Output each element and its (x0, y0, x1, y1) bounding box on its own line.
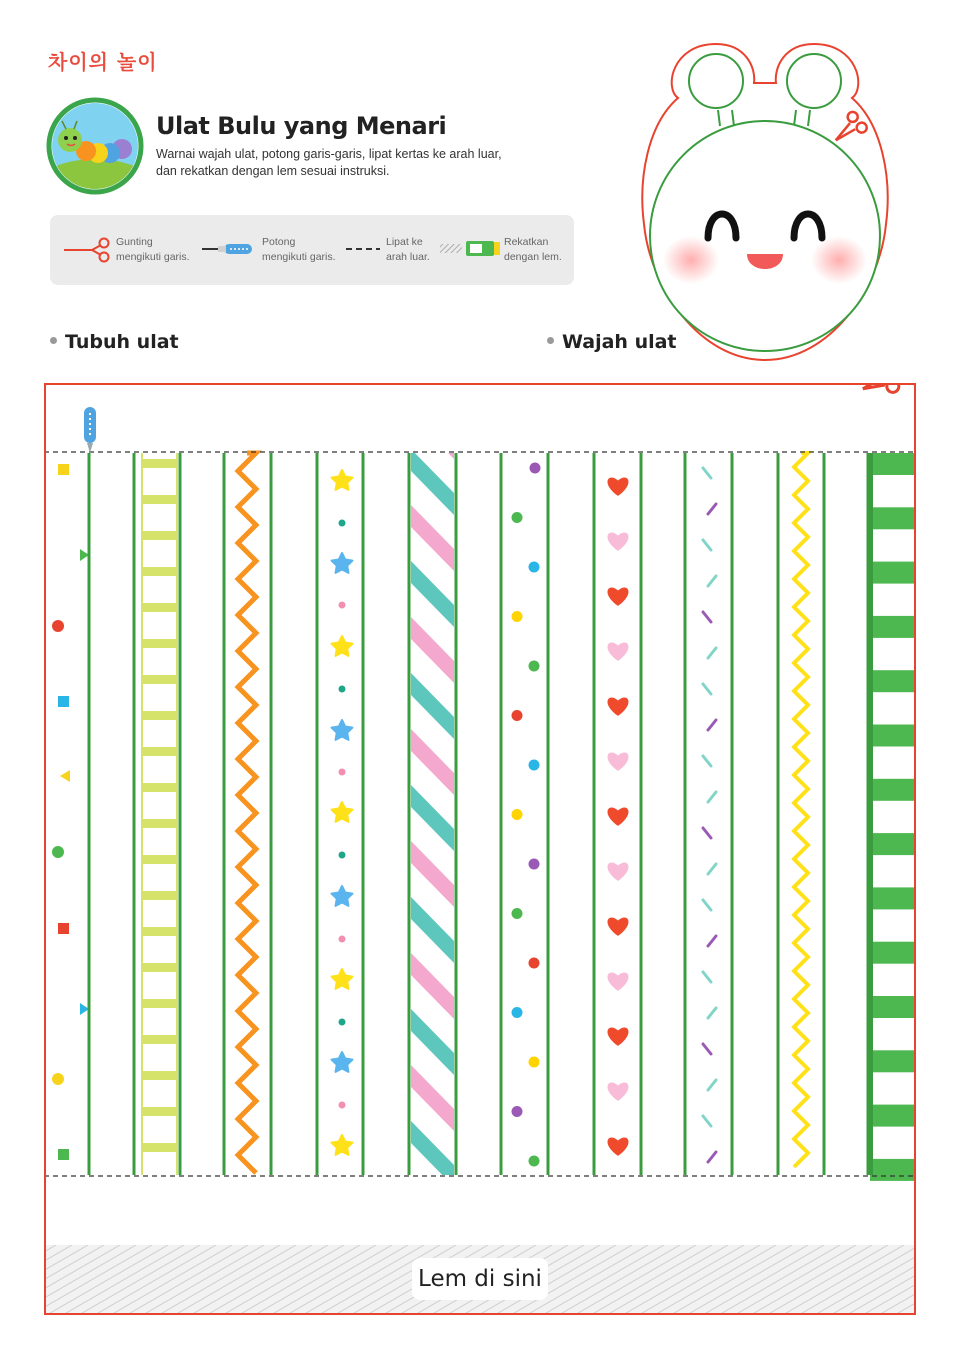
scissors-icon (858, 383, 900, 402)
caterpillar-face-cutout (636, 38, 894, 364)
bullet-icon (50, 337, 57, 344)
green-bar (870, 507, 916, 529)
star-icon (332, 1135, 353, 1155)
dot (512, 1106, 523, 1117)
legend-text: Gunting (116, 236, 153, 248)
dot (529, 562, 540, 573)
dot (529, 859, 540, 870)
shape-square (58, 923, 69, 934)
rung (141, 459, 178, 468)
rung (141, 1143, 178, 1152)
sprinkle (708, 1080, 716, 1090)
sprinkle (708, 936, 716, 946)
rung (141, 1107, 178, 1116)
green-bar (870, 779, 916, 801)
dot (339, 852, 346, 859)
strip-edge (731, 453, 734, 1175)
green-bar (870, 1105, 916, 1127)
rung-rail (141, 453, 143, 1175)
rung (141, 603, 178, 612)
dot (529, 958, 540, 969)
heart-icon (607, 1027, 628, 1045)
diagonal-stripe (411, 897, 454, 963)
star-icon (332, 553, 353, 573)
strip-edge (223, 453, 226, 1175)
shape-dot (52, 1073, 64, 1085)
strip-edge (684, 453, 687, 1175)
legend-text: Rekatkan (504, 236, 549, 248)
shape-dot (52, 846, 64, 858)
strip-edge (500, 453, 503, 1175)
strip-edge (777, 453, 780, 1175)
face-circle (650, 121, 880, 351)
legend-text: mengikuti garis. (116, 251, 190, 263)
rung (141, 855, 178, 864)
sprinkle (703, 468, 711, 478)
star-icon (332, 720, 353, 740)
sprinkle (703, 1116, 711, 1126)
heart-icon (607, 697, 628, 715)
sprinkle (708, 576, 716, 586)
green-bar (870, 725, 916, 747)
diagonal-stripe (411, 617, 454, 683)
legend-cutter (200, 235, 340, 267)
section-label-text: Tubuh ulat (65, 331, 179, 353)
dot (512, 1007, 523, 1018)
sprinkle (703, 972, 711, 982)
rung (141, 639, 178, 648)
instruction-line: dan rekatkan dengan lem sesuai instruksi. (156, 164, 390, 178)
green-bar (870, 833, 916, 855)
rung (141, 927, 178, 936)
dot (339, 769, 346, 776)
diagonal-stripe (411, 673, 454, 739)
zigzag (238, 453, 256, 1173)
legend-text: dengan lem. (504, 251, 562, 263)
brand-text: 차이의 놀이 (48, 50, 158, 74)
green-bar (870, 670, 916, 692)
sprinkle (703, 756, 711, 766)
shape-dot (52, 620, 64, 632)
rung (141, 1035, 178, 1044)
rung-rail (176, 453, 178, 1175)
dot (512, 611, 523, 622)
shape-square (58, 696, 69, 707)
legend-text: Potong (262, 236, 296, 248)
legend-text: Lipat ke (386, 236, 423, 248)
rung (141, 747, 178, 756)
dot (530, 463, 541, 474)
rung (141, 819, 178, 828)
strip-edge (270, 453, 273, 1175)
strip-edge (868, 453, 873, 1175)
diagonal-stripe (411, 1121, 454, 1187)
rung (141, 999, 178, 1008)
strip-edge (593, 453, 596, 1175)
section-label-body (50, 331, 179, 353)
strip-edge (455, 453, 458, 1175)
bullet-icon (547, 337, 554, 344)
page-title: Ulat Bulu yang Menari (156, 112, 447, 140)
heart-icon (607, 1082, 628, 1100)
heart-icon (607, 972, 628, 990)
diagonal-stripe (411, 785, 454, 851)
dot (529, 760, 540, 771)
legend-text: arah luar. (386, 251, 430, 263)
instruction-line: Warnai wajah ulat, potong garis-garis, lipat kertas ke arah luar, (156, 147, 502, 161)
strip-edge (408, 453, 411, 1175)
cutter-icon (200, 235, 256, 265)
dot (512, 908, 523, 919)
diagonal-stripe (411, 393, 454, 459)
sprinkle (703, 612, 711, 622)
caterpillar-body-sheet (44, 383, 916, 1315)
dot (529, 661, 540, 672)
heart-icon (607, 587, 628, 605)
diagonal-stripe (411, 449, 454, 515)
rung (141, 495, 178, 504)
strip-edge (640, 453, 643, 1175)
rung (141, 711, 178, 720)
antenna-right (787, 54, 841, 108)
dot (339, 602, 346, 609)
dot (339, 686, 346, 693)
legend-fold (346, 235, 446, 267)
legend-glue (440, 235, 570, 267)
diagonal-stripe (411, 1009, 454, 1075)
star-icon (332, 1052, 353, 1072)
dot (339, 1102, 346, 1109)
sprinkle (708, 864, 716, 874)
dot (339, 936, 346, 943)
dashed-line-icon (346, 235, 382, 265)
dot (512, 809, 523, 820)
star-icon (332, 802, 353, 822)
heart-icon (607, 642, 628, 660)
strip-edge (179, 453, 182, 1175)
green-bar (870, 942, 916, 964)
sprinkle (703, 828, 711, 838)
sprinkle (708, 720, 716, 730)
dot (512, 512, 523, 523)
scissors-icon (64, 235, 112, 265)
star-icon (332, 470, 353, 490)
diagonal-stripe (411, 1177, 454, 1243)
diagonal-stripe (411, 1065, 454, 1131)
brand-logo (48, 46, 178, 76)
shape-triangle (60, 770, 70, 782)
sprinkle (703, 1044, 711, 1054)
dot (512, 710, 523, 721)
diagonal-stripes (411, 393, 454, 1299)
shape-square (58, 1149, 69, 1160)
diagonal-stripe (411, 729, 454, 795)
star-icon (332, 886, 353, 906)
sprinkle (708, 504, 716, 514)
antenna-left (689, 54, 743, 108)
instructions (156, 146, 536, 180)
dot (529, 1057, 540, 1068)
legend (50, 215, 574, 285)
strip-edge (316, 453, 319, 1175)
green-bar (870, 562, 916, 584)
diagonal-stripe (411, 505, 454, 571)
legend-text: mengikuti garis. (262, 251, 336, 263)
cheek-right (811, 236, 867, 284)
sprinkle (703, 540, 711, 550)
section-label-text: Wajah ulat (562, 331, 677, 353)
dot (529, 1156, 540, 1167)
cheek-left (663, 236, 719, 284)
rung (141, 783, 178, 792)
zigzag (794, 453, 808, 1167)
heart-icon (607, 917, 628, 935)
legend-scissors (64, 235, 194, 267)
rung (141, 891, 178, 900)
strip-edge (133, 453, 136, 1175)
heart-icon (607, 1137, 628, 1155)
strip-edge (547, 453, 550, 1175)
rung (141, 675, 178, 684)
caterpillar-icon (46, 97, 144, 195)
shape-square (58, 464, 69, 475)
dot (339, 520, 346, 527)
green-bar (870, 453, 916, 475)
rung (141, 1071, 178, 1080)
star-icon (332, 969, 353, 989)
diagonal-stripe (411, 841, 454, 907)
sprinkle (708, 792, 716, 802)
heart-icon (607, 752, 628, 770)
diagonal-stripe (411, 953, 454, 1019)
green-bar (870, 887, 916, 909)
star-icon (332, 636, 353, 656)
glue-here-label: Lem di sini (412, 1258, 548, 1300)
cut-outline (45, 384, 915, 1314)
strip-edge (823, 453, 826, 1175)
green-bar (870, 1050, 916, 1072)
rung (141, 963, 178, 972)
dot (339, 1019, 346, 1026)
green-bar (870, 1159, 916, 1181)
heart-icon (607, 807, 628, 825)
rung (141, 567, 178, 576)
cutter-icon (84, 407, 96, 453)
heart-icon (607, 862, 628, 880)
heart-icon (607, 532, 628, 550)
sprinkle (708, 1008, 716, 1018)
heart-icon (607, 477, 628, 495)
sprinkle (703, 900, 711, 910)
green-bar (870, 996, 916, 1018)
sprinkle (703, 684, 711, 694)
sprinkle (708, 648, 716, 658)
sprinkle (708, 1152, 716, 1162)
rung (141, 531, 178, 540)
green-bar (870, 616, 916, 638)
strip-edge (362, 453, 365, 1175)
strip-edge (88, 453, 91, 1175)
diagonal-stripe (411, 561, 454, 627)
glue-stick-icon (440, 235, 502, 265)
